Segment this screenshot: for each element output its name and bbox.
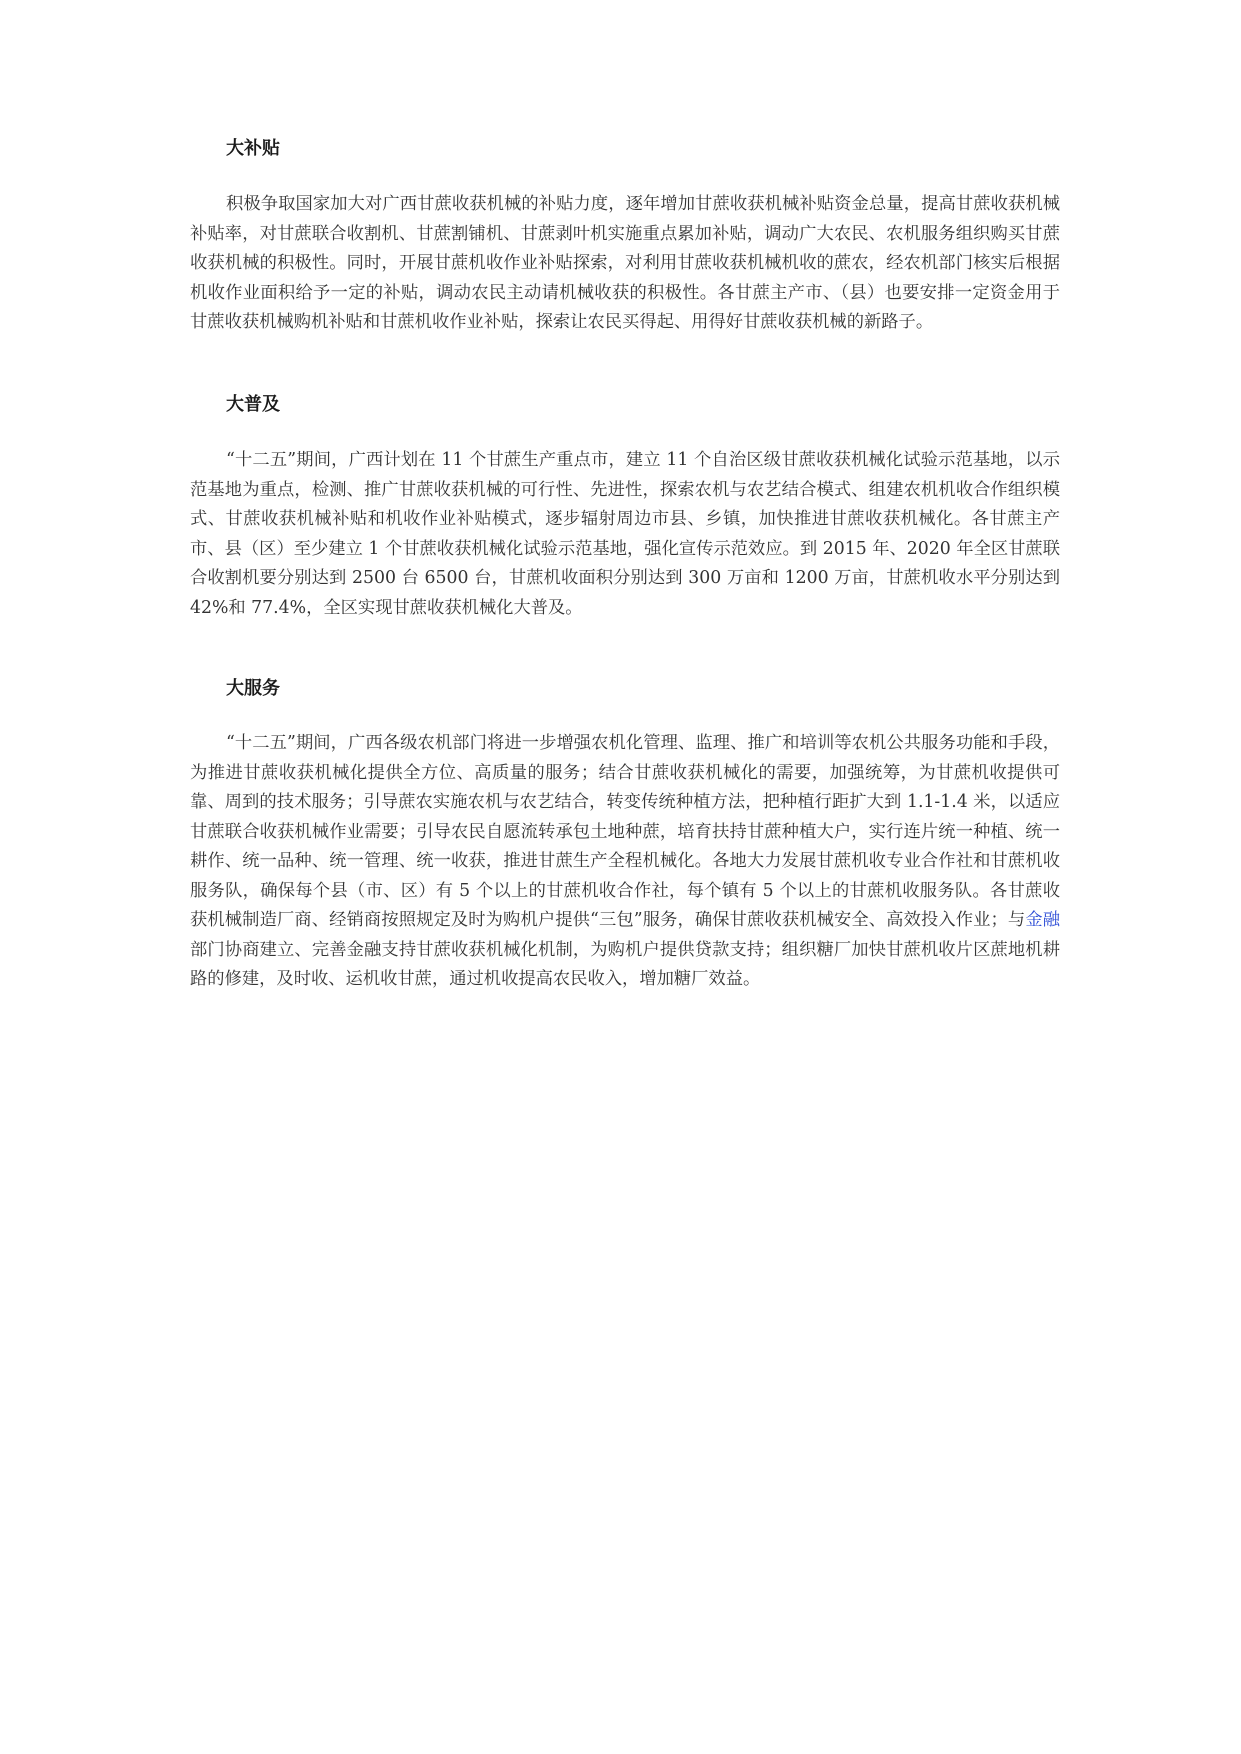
section-body-popularization: “十二五”期间，广西计划在 11 个甘蔗生产重点市，建立 11 个自治区级甘蔗收获机械化试验示范基地，以示范基地为重点，检测、推广甘蔗收获机械的可行性、先进性，探索农机与农艺结合模式、组建农机机收合作组织模式、甘蔗收获机械补贴和机收作业补贴模式，逐步辐射周边市县、乡镇，加快推进甘蔗收获机械化。各甘蔗主产市、县（区）至少建立 1 个甘蔗收获机械化试验示范基地，强化宣传示范效应。到 2015 年、2020 年全区甘蔗联合收割机要分别达到 2500 台 6500 台，甘蔗机收面积分别达到 300 万亩和 1200 万亩，甘蔗机收水平分别达到 42%和 77.4%，全区实现甘蔗收获机械化大普及。 <box>190 450 1060 618</box>
section-heading-popularization: 大普及 <box>226 394 280 415</box>
finance-link[interactable]: 金融 <box>1025 910 1060 930</box>
service-text-after-link: 部门协商建立、完善金融支持甘蔗收获机械化机制，为购机户提供贷款支持；组织糖厂加快甘蔗机收片区蔗地机耕路的修建，及时收、运机收甘蔗，通过机收提高农民收入，增加糖厂效益。 <box>190 939 1060 989</box>
section-body-service <box>190 729 1060 995</box>
service-text-before-link: “十二五”期间，广西各级农机部门将进一步增强农机化管理、监理、推广和培训等农机公共服务功能和手段，为推进甘蔗收获机械化提供全方位、高质量的服务；结合甘蔗收获机械化的需要，加强统筹，为甘蔗机收提供可靠、周到的技术服务；引导蔗农实施农机与农艺结合，转变传统种植方法，把种植行距扩大到 1.1-1.4 米，以适应甘蔗联合收获机械作业需要；引导农民自愿流转承包土地种蔗，培育扶持甘蔗种植大户，实行连片统一种植、统一耕作、统一品种、统一管理、统一收获，推进甘蔗生产全程机械化。各地大力发展甘蔗机收专业合作社和甘蔗机收服务队，确保每个县（市、区）有 5 个以上的甘蔗机收合作社，每个镇有 5 个以上的甘蔗机收服务队。各甘蔗收获机械制造厂商、经销商按照规定及时为购机户提供“三包”服务，确保甘蔗收获机械安全、高效投入作业；与 <box>190 733 1060 930</box>
section-heading-service: 大服务 <box>226 678 280 699</box>
section-heading-subsidy: 大补贴 <box>226 138 280 159</box>
section-body-subsidy: 积极争取国家加大对广西甘蔗收获机械的补贴力度，逐年增加甘蔗收获机械补贴资金总量，提高甘蔗收获机械补贴率，对甘蔗联合收割机、甘蔗割铺机、甘蔗剥叶机实施重点累加补贴，调动广大农民、农机服务组织购买甘蔗收获机械的积极性。同时，开展甘蔗机收作业补贴探索，对利用甘蔗收获机械机收的蔗农，经农机部门核实后根据机收作业面积给予一定的补贴，调动农民主动请机械收获的积极性。各甘蔗主产市、（县）也要安排一定资金用于甘蔗收获机械购机补贴和甘蔗机收作业补贴，探索让农民买得起、用得好甘蔗收获机械的新路子。 <box>190 194 1060 332</box>
